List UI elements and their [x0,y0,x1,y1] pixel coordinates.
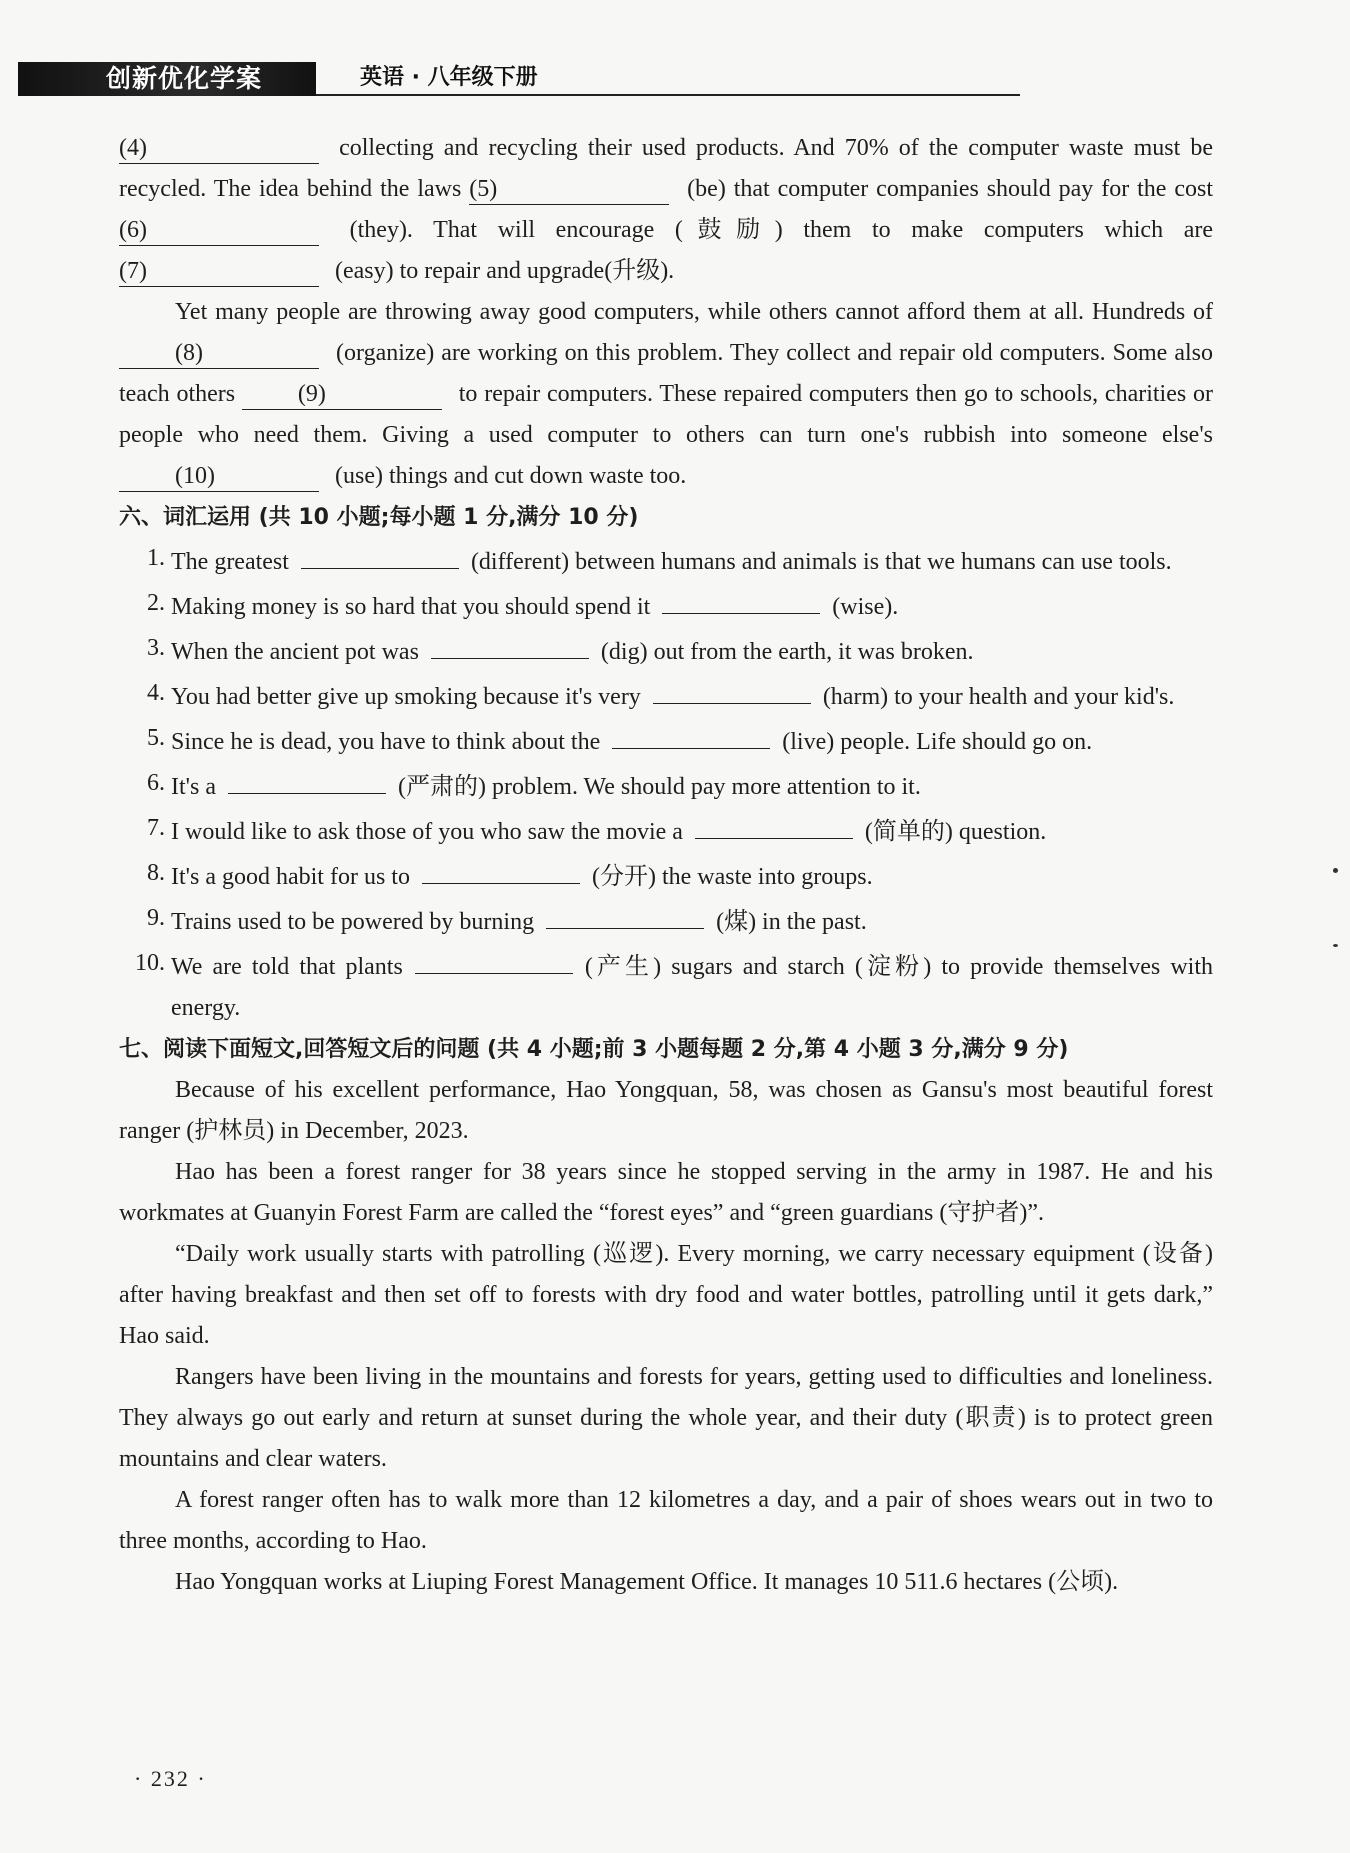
page-number: · 232 · [134,1766,207,1791]
vocab-question: 8. It's a good habit for us to (分开) the waste into groups. [119,853,1213,898]
reading-paragraph: A forest ranger often has to walk more than 12 kilometres a day, and a pair of shoes wears out in two to three months, according to Hao. [119,1487,1213,1554]
vocab-question: 6. It's a (严肃的) problem. We should pay more attention to it. [119,763,1213,808]
vocab-question: 7. I would like to ask those of you who saw the movie a (简单的) question. [119,808,1213,853]
vocab-question: 4. You had better give up smoking because it's very (harm) to your health and your kid's. [119,673,1213,718]
answer-blank[interactable] [415,943,573,974]
answer-blank[interactable] [653,673,811,704]
blank-5[interactable]: (5) [469,174,669,205]
blank-9[interactable]: (9) [242,379,442,410]
vocab-question: 3. When the ancient pot was (dig) out from the earth, it was broken. [119,628,1213,673]
answer-blank[interactable] [546,898,704,929]
blank-8[interactable]: (8) [119,338,319,369]
reading-paragraph: “Daily work usually starts with patrolling (巡逻). Every morning, we carry necessary equipment (设备) after having breakfast and then set off to forests with dry food and water bottles, patrolling until it gets dark,” Hao said. [119,1241,1213,1349]
answer-blank[interactable] [228,763,386,794]
vocab-question: 5. Since he is dead, you have to think about the (live) people. Life should go on. [119,718,1213,763]
margin-mark [1333,868,1338,873]
answer-blank[interactable] [431,628,589,659]
reading-paragraph: Rangers have been living in the mountains and forests for years, getting used to difficulties and loneliness. They always go out early and return at sunset during the whole year, and their duty (职责) is to protect green mountains and clear waters. [119,1364,1213,1472]
blank-10[interactable]: (10) [119,461,319,492]
brand-title: 创新优化学案 [106,64,263,93]
vocab-question: 1. The greatest (different) between humans and animals is that we humans can use tools. [119,538,1213,583]
vocab-question-list [119,538,1213,1029]
vocab-question: 10. We are told that plants (产生) sugars and starch (淀粉) to provide themselves with energy. [119,943,1213,1029]
section-6-title: 六、词汇运用 (共 10 小题;每小题 1 分,满分 10 分) [119,505,639,530]
passage-paragraph-1: (4) collecting and recycling their used products. And 70% of the computer waste must be recycled. The idea behind the laws (5) (be) that computer companies should pay for the cost (6) (they). That will encourage (鼓励) them to make computers which are (7) (easy) to repair and upgrade(升级). [119,128,1213,292]
reading-paragraph: Hao has been a forest ranger for 38 years since he stopped serving in the army in 1987. He and his workmates at Guanyin Forest Farm are called the “forest eyes” and “green guardians (守护者)”. [119,1159,1213,1226]
blank-7[interactable]: (7) [119,256,319,287]
vocab-question: 9. Trains used to be powered by burning (煤) in the past. [119,898,1213,943]
answer-blank[interactable] [612,718,770,749]
blank-4[interactable]: (4) [119,133,319,164]
reading-paragraph: Because of his excellent performance, Hao Yongquan, 58, was chosen as Gansu's most beautiful forest ranger (护林员) in December, 2023. [119,1077,1213,1144]
answer-blank[interactable] [301,538,459,569]
answer-blank[interactable] [695,808,853,839]
header-divider [316,94,1020,96]
answer-blank[interactable] [422,853,580,884]
passage-paragraph-2: Yet many people are throwing away good computers, while others cannot afford them at all. Hundreds of (8) (organize) are working on this problem. They collect and repair old computers. Some also teach others (9) to repair computers. These repaired computers then go to schools, charities or people who need them. Giving a used computer to others can turn one's rubbish into someone else's (10) (use) things and cut down waste too. [119,292,1213,497]
page-content [119,128,1213,1603]
answer-blank[interactable] [662,583,820,614]
subject-title: 英语 · 八年级下册 [360,65,538,90]
vocab-question: 2. Making money is so hard that you should spend it (wise). [119,583,1213,628]
margin-mark [1333,944,1338,947]
page-header [18,58,1020,98]
section-7-title: 七、阅读下面短文,回答短文后的问题 (共 4 小题;前 3 小题每题 2 分,第 4 小题 3 分,满分 9 分) [119,1037,1069,1062]
blank-6[interactable]: (6) [119,215,319,246]
reading-paragraph: Hao Yongquan works at Liuping Forest Management Office. It manages 10 511.6 hectares (公顷). [175,1569,1119,1595]
